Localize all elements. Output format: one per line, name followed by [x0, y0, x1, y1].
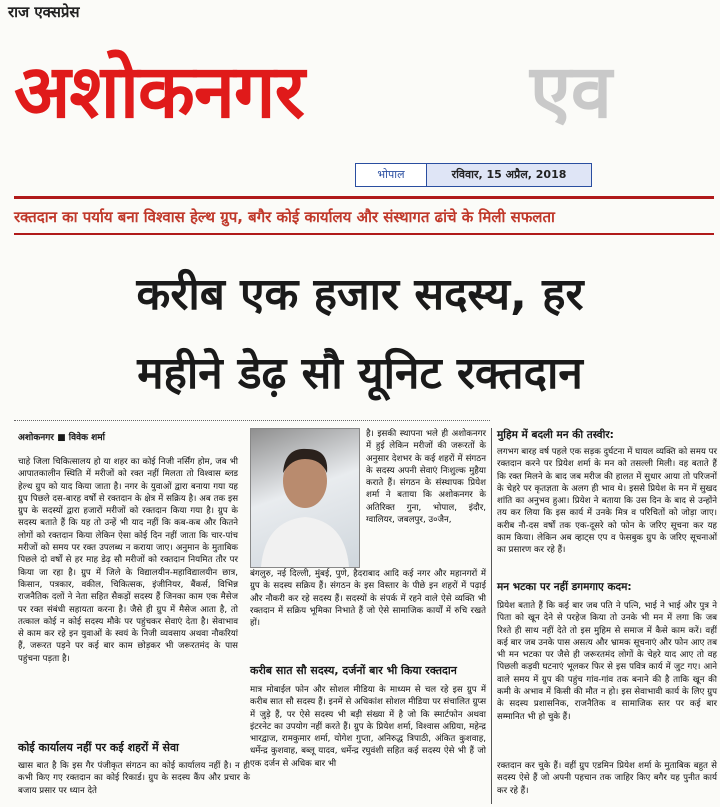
dateline: [355, 163, 592, 187]
dateline-date: रविवार, 15 अप्रैल, 2018: [427, 164, 591, 186]
sidebar-paragraph-1: लगभग बारह वर्ष पहले एक सड़क दुर्घटना में घायल व्यक्ति को समय पर रक्तदान करने पर प्रियेश शर्मा के मन को तसल्ली मिली। वह बताते हैं कि रक्त मिलने के बाद जब मरीज की हालत में सुधार आया तो परिजनों के चेहरे पर कृतज्ञता के अलग ही भाव थे। इससे प्रियेश के मन में सुखद शांति का अनुभव हुआ। प्रियेश ने बताया कि उस दिन के बाद से उन्होंने तय कर लिया कि इस कार्य में उनके मित्र व परिचितों को जोड़ा जाए। करीब नौ-दस वर्षों तक एक-दूसरे को फोन के जरिए सूचना कर यह काम किया। लेकिन अब व्हाट्स एप व फेसबुक ग्रुप के जरिए सूचनाओं का प्रसारण कर रहे हैं।: [497, 447, 717, 556]
headline-line-2: महीने डेढ़ सौ यूनिट रक्तदान: [137, 348, 583, 399]
article-column-2-top: है। इसकी स्थापना भले ही अशोकनगर में हुई लेकिन मरीजों की जरूरतों के अनुसार देशभर के कई शहरों में संगठन के सदस्य अपनी सेवाएं निःशुल्क मुहैया कराते हैं। संगठन के संस्थापक प्रियेश शर्मा ने बताया कि अशोकनगर के अतिरिक्त गुना, भोपाल, इंदौर, ग्वालियर, जबलपुर, उ०जैन,: [366, 429, 486, 526]
subheading-no-office: कोई कार्यालय नहीं पर कई शहरों में सेवा: [18, 741, 179, 754]
divider: [14, 196, 714, 199]
column-divider: [14, 420, 490, 421]
masthead-extension: एव: [530, 49, 613, 135]
publication-name: राज एक्सप्रेस: [8, 3, 80, 21]
article-column-1-bottom: खास बात है कि इस गैर पंजीकृत संगठन का कोई कार्यालय नहीं है। न ही कभी किए गए रक्तदान का कोई रिकार्ड। ग्रुप के सदस्य कैंप और प्रचार के बजाय प्रसार पर ध्यान देते: [18, 761, 250, 796]
sidebar-heading-1: मुहिम में बदली मन की तस्वीर:: [497, 429, 614, 441]
byline: अशोकनगर ■ विवेक शर्मा: [18, 433, 105, 443]
person-silhouette-icon: [251, 429, 359, 567]
kicker-headline: रक्तदान का पर्याय बना विश्वास हेल्थ ग्रुप, बगैर कोई कार्यालय और संस्थागत ढांचे के मिली सफलता: [14, 208, 555, 226]
sidebar-paragraph-3: रक्तदान कर चुके हैं। वहीं ग्रुप एडमिन प्रियेश शर्मा के मुताबिक बहुत से सदस्य ऐसे हैं जो अपनी पहचान तक जाहिर किए बगैर यह पुनीत कार्य कर रहे हैं।: [497, 761, 717, 796]
subheading-members: करीब सात सौ सदस्य, दर्जनों बार भी किया रक्तदान: [250, 664, 457, 677]
sidebar-divider: [491, 428, 492, 804]
person-photo: [250, 428, 360, 568]
article-column-2-bottom: मात्र मोबाईल फोन और सोशल मीडिया के माध्यम से चल रहे इस ग्रुप में करीब सात सौ सदस्य हैं। इनमें से अधिकांश सोशल मीडिया पर संचालित ग्रुप्स में जुड़े हैं, पर ऐसे सदस्य भी बड़ी संख्या में है जो कि स्मार्टफोन अथवा इंटरनेट का उपयोग नहीं करते हैं। ग्रुप के प्रियेश शर्मा, विश्वास अग्रिया, महेन्द्र भारद्वाज, रामकुमार शर्मा, योगेश गुप्ता, अनिरुद्ध त्रिपाठी, अंकित कुशवाह, धर्मेन्द्र कुशवाह, बब्लू यादव, धर्मेन्द्र रघुवंशी सहित कई सदस्य ऐसे भी हैं जो एक दर्जन से अधिक बार भी: [250, 685, 486, 769]
sidebar-paragraph-2: प्रियेश बताते हैं कि कई बार जब पति ने पत्नि, भाई ने भाई और पुत्र ने पिता को खून देने से परहेज किया तो उनके भी मन में लगा कि जब रिश्ते ही साथ नहीं देते तो इस मुहिम से समाज में कैसे काम करें। वहीं कई बार जब उनके पास असत्य और भ्रामक सूचनाएं और फोन आए तब भी मन भटका पर जैसे ही जरूरतमंद लोगों के चेहरे याद आए तो वह पिछली कड़वी घटनाएं भूलकर फिर से इस पवित्र कार्य में जुट गए। आने वाले समय में ग्रुप की पहुंच गांव-गांव तक बनाने की है ताकि खून की कमी के अभाव में किसी की मौत न हो। इस सेवाभावी कार्य के लिए ग्रुप के सदस्य प्रशासनिक, राजनैतिक व सामाजिक स्तर पर कई बार सम्मानित भी हो चुके हैं।: [497, 601, 717, 722]
headline-line-1: करीब एक हजार सदस्य, हर: [136, 269, 584, 320]
sidebar-heading-2: मन भटका पर नहीं डगमगाए कदम:: [497, 581, 632, 593]
divider: [14, 233, 714, 235]
masthead-title: अशोकनगर: [14, 49, 304, 135]
article-column-1: चाहे जिला चिकित्सालय हो या शहर का कोई निजी नर्सिंग होम, जब भी आपातकालीन स्थिति में मरीजों को रक्त नहीं मिलता तो विश्वास ब्लड हेल्थ ग्रुप को याद किया जाता है। नगर के युवाओं द्वारा बनाया गया यह ग्रुप पिछले दस-बारह वर्षों से रक्तदान के क्षेत्र में सक्रिय है। अब तक इस ग्रुप के सदस्यों द्वारा हजारों मरीजों को रक्तदान किया गया है। ग्रुप के सदस्य बताते हैं कि यह तो उन्हें भी याद नहीं कि कब-कब और कितने लोगों को रक्तदान किया लेकिन ऐसा कोई दिन नहीं जाता कि चार-पांच मरीजों को समय पर रक्त उपलब्ध न कराया जाए। अनुमान के मुताबिक पिछले दो वर्षों से हर माह डेढ़ सौ मरीजों को रक्तदान नियमित तौर पर किया जा रहा है। ग्रुप में जिले के विद्यालयीन-महाविद्यालयीन छात्र, किसान, पत्रकार, वकील, चिकित्सक, इंजीनियर, बैंकर्स, विभिन्न राजनैतिक दलों ने नेता सहित सैकड़ों सदस्य हैं जिनका काम एक मैसेज पर रक्त संबंधी सहायता करना है। जैसे ही ग्रुप में मैसेज आता है, तो तत्काल कोई न कोई सदस्य मौके पर पहुंचकर सेवाएं देता है। सेवाभाव से काम कर रहे इन युवाओं के स्वयं के निजी व्यवसाय अथवा नौकरियां हैं, जरूरत पड़ने पर कई बार काम छोड़कर भी जरूरतमंद के पास पहुंचना पड़ता है।: [18, 457, 238, 664]
article-column-2-mid: बंगलुरु, नई दिल्ली, मुंबई, पुणे, हैदराबाद आदि कई नगर और महानगरों में ग्रुप के सदस्य सक्रिय हैं। संगठन के इस विस्तार के पीछे इन शहरों में पढ़ाई और नौकरी कर रहे सदस्य हैं। सदस्यों के संपर्क में रहने वाले ऐसे व्यक्ति भी रक्तदान में सक्रिय भूमिका निभाते हैं जो ऐसे सामाजिक कार्यों में रुचि रखते हों।: [250, 569, 486, 629]
dateline-city: भोपाल: [356, 164, 427, 186]
